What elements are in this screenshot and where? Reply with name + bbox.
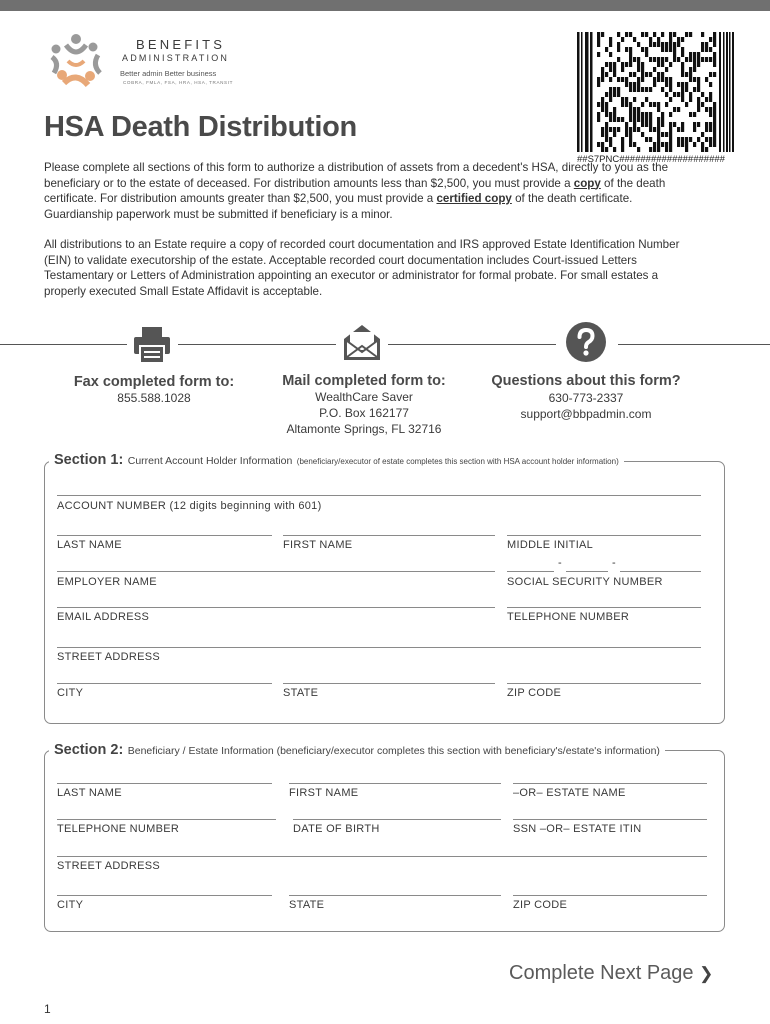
intro-paragraph-1 xyxy=(44,160,684,222)
divider-line xyxy=(178,344,336,345)
account-number-label: ACCOUNT NUMBER (12 digits beginning with 601) xyxy=(57,500,322,512)
s2-state-label: STATE xyxy=(289,899,325,911)
ssn-part-3-field[interactable] xyxy=(620,571,701,572)
s2-city-label: CITY xyxy=(57,899,84,911)
s1-telephone-label: TELEPHONE NUMBER xyxy=(507,611,630,623)
s2-state-field[interactable] xyxy=(289,895,501,896)
s2-street-label: STREET ADDRESS xyxy=(57,860,161,872)
ssn-part-1-field[interactable] xyxy=(507,571,554,572)
page-number: 1 xyxy=(44,1002,51,1016)
section-1-note: (beneficiary/executor of estate completes this section with HSA account holder information) xyxy=(296,457,619,466)
next-page-label: Complete Next Page xyxy=(509,962,694,984)
question-icon xyxy=(565,321,607,363)
ssn-dash: - xyxy=(558,557,562,569)
divider-line xyxy=(618,344,770,345)
section-1-label: Section 1: xyxy=(54,452,124,468)
s1-telephone-field[interactable] xyxy=(507,607,701,608)
s2-telephone-field[interactable] xyxy=(57,819,276,820)
s1-middle-initial-label: MIDDLE INITIAL xyxy=(507,539,594,551)
support-email[interactable]: support@bbpadmin.com xyxy=(520,407,652,421)
fax-heading: Fax completed form to: xyxy=(73,374,235,390)
section-2-title xyxy=(49,741,665,759)
s2-ssn-itin-label: SSN –OR– ESTATE ITIN xyxy=(513,823,642,835)
s2-last-name-label: LAST NAME xyxy=(57,787,122,799)
s2-zip-field[interactable] xyxy=(513,895,707,896)
s1-street-label: STREET ADDRESS xyxy=(57,651,161,663)
s1-employer-field[interactable] xyxy=(57,571,495,572)
mail-heading: Mail completed form to: xyxy=(282,373,446,389)
s1-zip-label: ZIP CODE xyxy=(507,687,562,699)
logo-tagline: Better admin Better business xyxy=(120,69,217,78)
section-1-title xyxy=(49,451,624,469)
s1-middle-initial-field[interactable] xyxy=(507,535,701,536)
s1-city-label: CITY xyxy=(57,687,84,699)
intro-text-a: Please complete all sections of this form to authorize a distribution of assets from a decedent's HSA, directly to you as the beneficiary or to the estate of deceased. For distribution amounts less than $2,500, you must provide a xyxy=(44,161,669,190)
logo-title: BENEFITS xyxy=(136,37,226,52)
intro-paragraph-2 xyxy=(44,237,684,299)
fax-icon xyxy=(131,324,173,366)
mail-line-1: WealthCare Saver xyxy=(315,390,413,404)
questions-heading: Questions about this form? xyxy=(491,373,681,389)
s1-first-name-field[interactable] xyxy=(283,535,495,536)
section-2-box xyxy=(44,750,725,932)
section-1-heading: Current Account Holder Information xyxy=(127,455,293,467)
page-title: HSA Death Distribution xyxy=(44,111,357,143)
intro-text-c: of the death certificate. Guardianship paperwork must be submitted if beneficiary is a minor. xyxy=(44,192,633,221)
divider-line xyxy=(388,344,556,345)
s2-dob-label: DATE OF BIRTH xyxy=(293,823,380,835)
fax-number: 855.588.1028 xyxy=(117,391,191,405)
s2-first-name-field[interactable] xyxy=(289,783,501,784)
logo-subtitle: ADMINISTRATION xyxy=(122,53,230,63)
account-number-field[interactable] xyxy=(57,495,701,496)
s1-last-name-label: LAST NAME xyxy=(57,539,122,551)
s1-city-field[interactable] xyxy=(57,683,272,684)
s2-zip-label: ZIP CODE xyxy=(513,899,568,911)
intro-text-estate: All distributions to an Estate require a copy of recorded court documentation and IRS approved Estate Identification Number (EIN) to validate executorship of the estate. Acceptable recorded court documentation includes Court-issued Letters Testamentary or Letters of Administration appointing an executor or administrator for formal probate. For small estates a properly executed Small Estate Affidavit is acceptable. xyxy=(44,238,680,298)
s1-first-name-label: FIRST NAME xyxy=(283,539,353,551)
copy-emphasis: copy xyxy=(573,176,601,190)
divider-line xyxy=(0,344,127,345)
s1-email-label: EMAIL ADDRESS xyxy=(57,611,150,623)
s1-email-field[interactable] xyxy=(57,607,495,608)
mail-icon xyxy=(341,322,383,364)
s2-ssn-itin-field[interactable] xyxy=(513,819,707,820)
s1-ssn-label: SOCIAL SECURITY NUMBER xyxy=(507,576,663,588)
top-bar xyxy=(0,0,770,11)
ssn-dash: - xyxy=(612,557,616,569)
s2-city-field[interactable] xyxy=(57,895,272,896)
mail-line-3: Altamonte Springs, FL 32716 xyxy=(286,422,442,436)
barcode xyxy=(577,32,734,152)
chevron-right-icon: ❯ xyxy=(699,964,714,983)
s1-employer-label: EMPLOYER NAME xyxy=(57,576,157,588)
s2-estate-name-field[interactable] xyxy=(513,783,707,784)
mail-line-2: P.O. Box 162177 xyxy=(319,406,409,420)
certified-copy-emphasis: certified copy xyxy=(436,192,512,205)
s1-state-label: STATE xyxy=(283,687,319,699)
s2-telephone-label: TELEPHONE NUMBER xyxy=(57,823,180,835)
s2-estate-name-label: –OR– ESTATE NAME xyxy=(513,787,626,799)
s2-street-field[interactable] xyxy=(57,856,707,857)
section-2-label: Section 2: xyxy=(54,742,124,758)
s2-first-name-label: FIRST NAME xyxy=(289,787,359,799)
s1-last-name-field[interactable] xyxy=(57,535,272,536)
logo-services: COBRA, FMLA, FSA, HRA, HSA, TRANSIT xyxy=(123,80,233,85)
intro-text-b: of the death certificate. For distribution amounts greater than $2,500, you must provide a xyxy=(44,176,666,205)
ssn-part-2-field[interactable] xyxy=(566,571,608,572)
s1-street-field[interactable] xyxy=(57,647,701,648)
section-2-heading: Beneficiary / Estate Information (beneficiary/executor completes this section with beneficiary's/estate's information) xyxy=(127,745,660,757)
s1-zip-field[interactable] xyxy=(507,683,701,684)
complete-next-page-link[interactable] xyxy=(509,962,713,985)
s2-dob-field[interactable] xyxy=(293,819,501,820)
s2-last-name-field[interactable] xyxy=(57,783,272,784)
barcode-text: ##S7PNC#################### xyxy=(577,154,725,165)
s1-state-field[interactable] xyxy=(283,683,495,684)
support-phone[interactable]: 630-773-2337 xyxy=(548,391,624,405)
logo-icon xyxy=(46,33,108,91)
